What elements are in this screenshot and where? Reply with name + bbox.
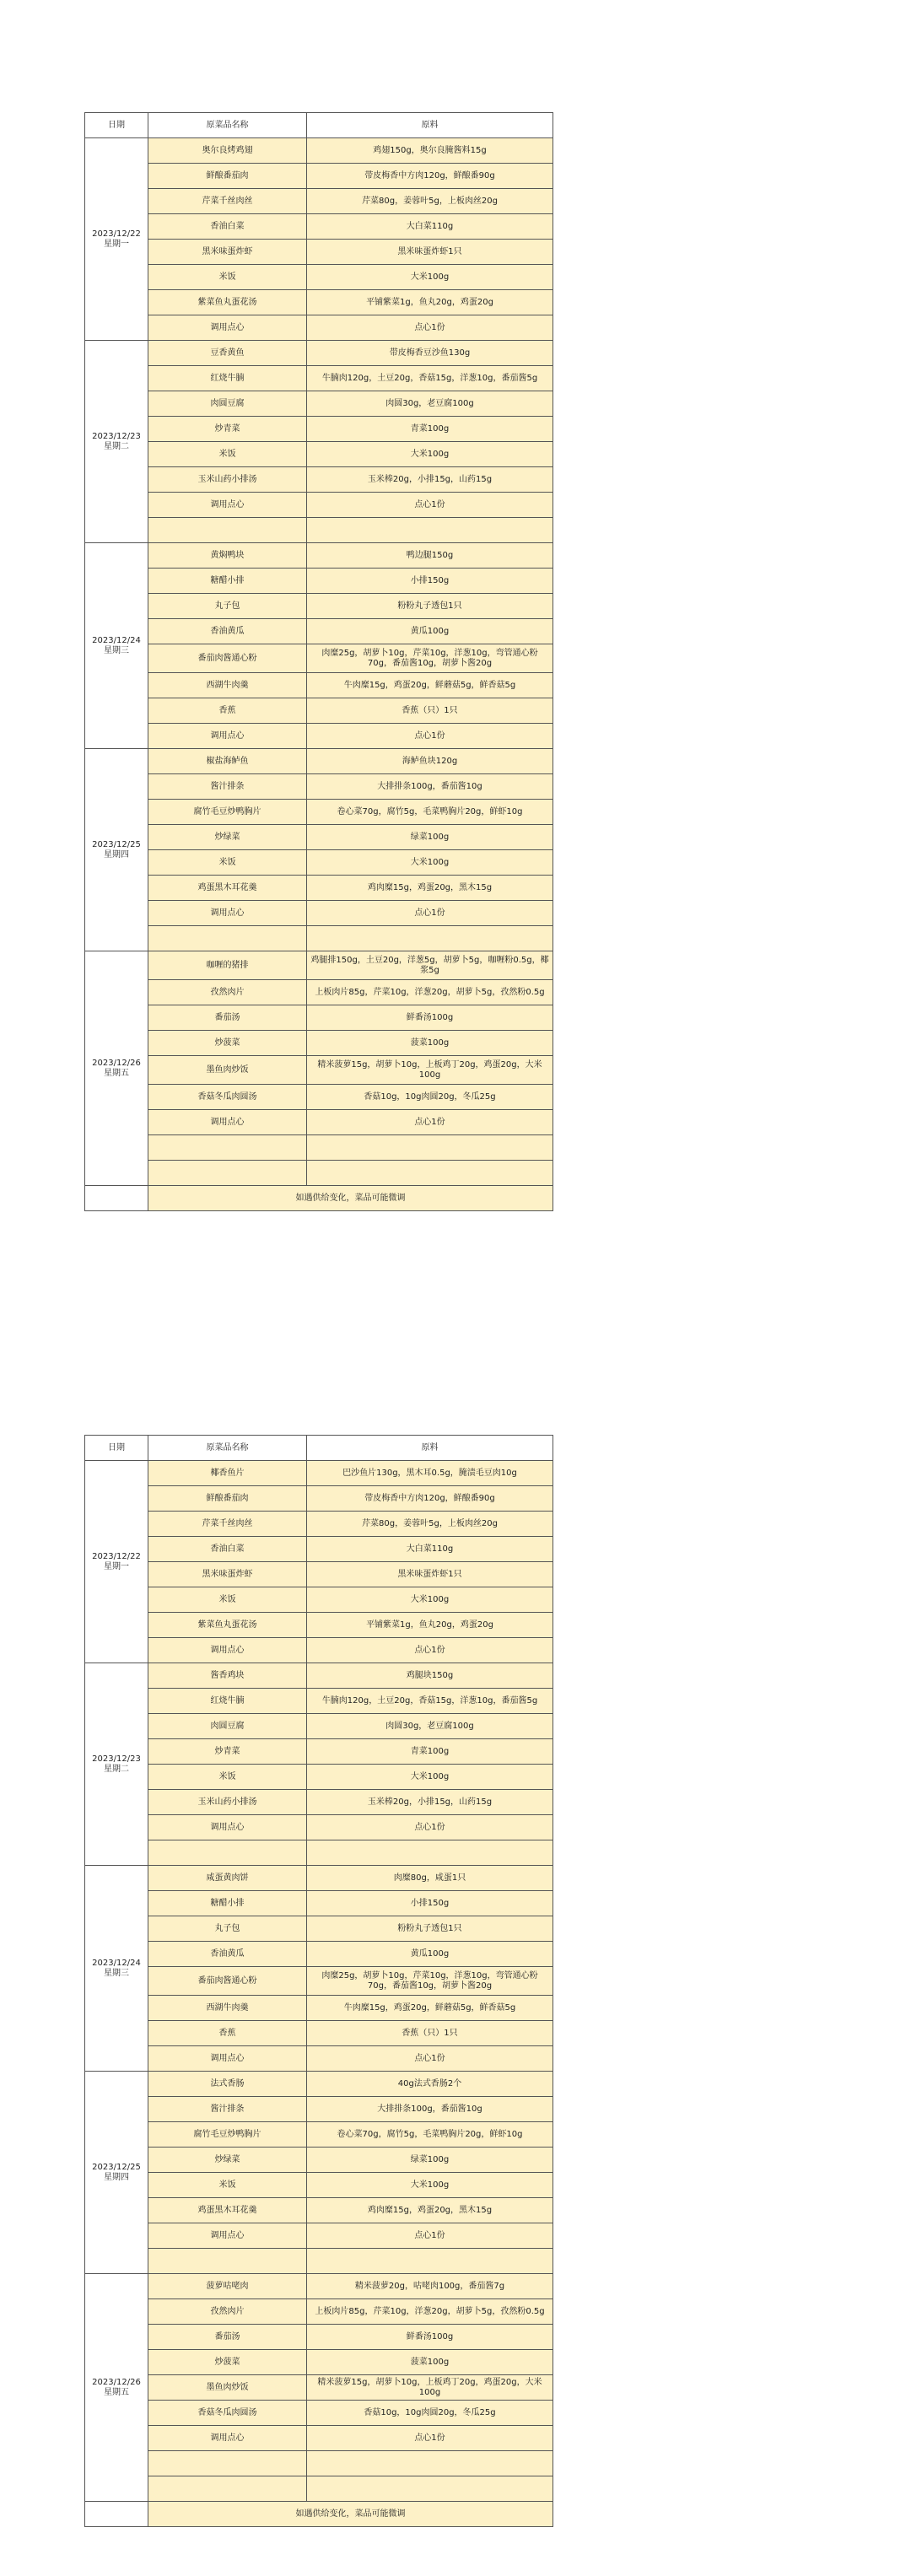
table-row bbox=[85, 2274, 553, 2299]
ingredients-cell: 香蕉（只）1只 bbox=[307, 2021, 553, 2046]
header-row bbox=[85, 1436, 553, 1461]
ingredients-cell: 点心1份 bbox=[307, 2223, 553, 2249]
table-row bbox=[85, 724, 553, 749]
footer-row bbox=[85, 1186, 553, 1211]
date-cell bbox=[85, 1866, 148, 2072]
table-row bbox=[85, 698, 553, 724]
table-row bbox=[85, 2249, 553, 2274]
dish-name-cell: 黑米味蛋炸虾 bbox=[148, 1562, 307, 1587]
ingredients-cell: 40g法式香肠2个 bbox=[307, 2072, 553, 2097]
weekday-text: 星期二 bbox=[104, 1764, 129, 1774]
ingredients-cell: 鸡腿排150g，土豆20g，洋葱5g，胡萝卜5g，咖喱粉0.5g，椰浆5g bbox=[307, 951, 553, 980]
ingredients-cell: 芹菜80g，姜蓉叶5g，上板肉丝20g bbox=[307, 189, 553, 214]
header-dish-name: 原菜品名称 bbox=[148, 1436, 307, 1461]
dish-name-cell: 红烧牛腩 bbox=[148, 1689, 307, 1714]
ingredients-cell: 鸡腿块150g bbox=[307, 1663, 553, 1689]
dish-name-cell: 糖醋小排 bbox=[148, 1891, 307, 1916]
dish-name-cell: 调用点心 bbox=[148, 315, 307, 341]
ingredients-cell bbox=[307, 1135, 553, 1161]
table-row bbox=[85, 214, 553, 240]
table-row bbox=[85, 1461, 553, 1486]
dish-name-cell: 酱汁排条 bbox=[148, 2097, 307, 2122]
weekday-text: 星期五 bbox=[104, 2387, 129, 2397]
table-row bbox=[85, 1967, 553, 1996]
ingredients-cell: 带皮梅香中方肉120g，鲜酿番90g bbox=[307, 1486, 553, 1512]
table-row bbox=[85, 2325, 553, 2350]
table-row bbox=[85, 2401, 553, 2426]
ingredients-cell bbox=[307, 1161, 553, 1186]
dish-name-cell: 炒青菜 bbox=[148, 1739, 307, 1765]
table-row bbox=[85, 1486, 553, 1512]
dish-name-cell bbox=[148, 2476, 307, 2502]
dish-name-cell: 调用点心 bbox=[148, 1815, 307, 1840]
ingredients-cell: 点心1份 bbox=[307, 315, 553, 341]
dish-name-cell bbox=[148, 926, 307, 951]
ingredients-cell: 大白菜110g bbox=[307, 214, 553, 240]
dish-name-cell: 鲜酿番茄肉 bbox=[148, 1486, 307, 1512]
ingredients-cell: 大米100g bbox=[307, 850, 553, 876]
ingredients-cell: 卷心菜70g，腐竹5g，毛菜鸭胸片20g，鲜虾10g bbox=[307, 2122, 553, 2148]
date-cell bbox=[85, 1461, 148, 1663]
dish-name-cell: 法式香肠 bbox=[148, 2072, 307, 2097]
date-cell bbox=[85, 1663, 148, 1866]
dish-name-cell: 孜然肉片 bbox=[148, 980, 307, 1005]
dish-name-cell: 芹菜千丝肉丝 bbox=[148, 1512, 307, 1537]
table-row bbox=[85, 1031, 553, 1056]
dish-name-cell: 肉圆豆腐 bbox=[148, 391, 307, 417]
ingredients-cell: 青菜100g bbox=[307, 417, 553, 442]
dish-name-cell bbox=[148, 518, 307, 543]
dish-name-cell: 红烧牛腩 bbox=[148, 366, 307, 391]
dish-name-cell: 玉米山药小排汤 bbox=[148, 467, 307, 493]
ingredients-cell: 精米菠萝20g，咕咾肉100g，番茄酱7g bbox=[307, 2274, 553, 2299]
weekday-text: 星期一 bbox=[104, 1561, 129, 1571]
ingredients-cell: 大白菜110g bbox=[307, 1537, 553, 1562]
dish-name-cell: 调用点心 bbox=[148, 2426, 307, 2451]
menu-table-2 bbox=[84, 1435, 553, 2527]
weekday-text: 星期四 bbox=[104, 2172, 129, 2182]
dish-name-cell: 调用点心 bbox=[148, 2223, 307, 2249]
dish-name-cell: 番茄汤 bbox=[148, 2325, 307, 2350]
dish-name-cell bbox=[148, 1135, 307, 1161]
header-row bbox=[85, 113, 553, 138]
dish-name-cell: 炒绿菜 bbox=[148, 2148, 307, 2173]
ingredients-cell: 鲜番汤100g bbox=[307, 2325, 553, 2350]
dish-name-cell: 香菇冬瓜肉圆汤 bbox=[148, 2401, 307, 2426]
table-row bbox=[85, 876, 553, 901]
dish-name-cell: 西湖牛肉羹 bbox=[148, 673, 307, 698]
ingredients-cell: 牛肉糜15g，鸡蛋20g，鲜蘑菇5g，鲜香菇5g bbox=[307, 1996, 553, 2021]
date-text: 2023/12/22 bbox=[92, 229, 141, 239]
header-date: 日期 bbox=[85, 1436, 148, 1461]
footer-empty-cell bbox=[85, 1186, 148, 1211]
dish-name-cell: 咖喱的猪排 bbox=[148, 951, 307, 980]
table-row bbox=[85, 417, 553, 442]
dish-name-cell bbox=[148, 1161, 307, 1186]
ingredients-cell: 玉米棒20g，小排15g，山药15g bbox=[307, 467, 553, 493]
date-text: 2023/12/24 bbox=[92, 635, 141, 645]
table-row bbox=[85, 1562, 553, 1587]
dish-name-cell: 米饭 bbox=[148, 2173, 307, 2198]
table-row bbox=[85, 901, 553, 926]
weekday-text: 星期三 bbox=[104, 1968, 129, 1978]
dish-name-cell: 腐竹毛豆炒鸭胸片 bbox=[148, 2122, 307, 2148]
ingredients-cell: 上板肉片85g，芹菜10g，洋葱20g，胡萝卜5g，孜然粉0.5g bbox=[307, 2299, 553, 2325]
table-row bbox=[85, 1512, 553, 1537]
ingredients-cell bbox=[307, 1840, 553, 1866]
table-row bbox=[85, 1135, 553, 1161]
weekday-text: 星期三 bbox=[104, 645, 129, 655]
ingredients-cell: 菠菜100g bbox=[307, 1031, 553, 1056]
dish-name-cell: 米饭 bbox=[148, 265, 307, 290]
date-text: 2023/12/22 bbox=[92, 1551, 141, 1561]
dish-name-cell: 番茄肉酱通心粉 bbox=[148, 644, 307, 673]
dish-name-cell: 紫菜鱼丸蛋花汤 bbox=[148, 290, 307, 315]
ingredients-cell: 芹菜80g，姜蓉叶5g，上板肉丝20g bbox=[307, 1512, 553, 1537]
header-ingredients: 原料 bbox=[307, 1436, 553, 1461]
table-row bbox=[85, 442, 553, 467]
dish-name-cell: 奥尔良烤鸡翅 bbox=[148, 138, 307, 164]
date-text: 2023/12/23 bbox=[92, 431, 141, 441]
ingredients-cell: 点心1份 bbox=[307, 2426, 553, 2451]
footer-row bbox=[85, 2502, 553, 2527]
dish-name-cell: 香菇冬瓜肉圆汤 bbox=[148, 1085, 307, 1110]
table-row bbox=[85, 467, 553, 493]
table-row bbox=[85, 1840, 553, 1866]
weekday-text: 星期五 bbox=[104, 1068, 129, 1078]
table-row bbox=[85, 774, 553, 800]
ingredients-cell: 粉粉丸子透包1只 bbox=[307, 594, 553, 619]
ingredients-cell: 大排排条100g，番茄酱10g bbox=[307, 2097, 553, 2122]
ingredients-cell bbox=[307, 518, 553, 543]
table-row bbox=[85, 1714, 553, 1739]
ingredients-cell: 香菇10g，10g肉圆20g，冬瓜25g bbox=[307, 1085, 553, 1110]
dish-name-cell: 调用点心 bbox=[148, 1638, 307, 1663]
dish-name-cell: 米饭 bbox=[148, 442, 307, 467]
ingredients-cell: 牛肉糜15g，鸡蛋20g，鲜蘑菇5g，鲜香菇5g bbox=[307, 673, 553, 698]
table-row bbox=[85, 1996, 553, 2021]
dish-name-cell: 调用点心 bbox=[148, 1110, 307, 1135]
ingredients-cell: 肉糜80g，咸蛋1只 bbox=[307, 1866, 553, 1891]
table-row bbox=[85, 189, 553, 214]
ingredients-cell: 上板肉片85g，芹菜10g，洋葱20g，胡萝卜5g，孜然粉0.5g bbox=[307, 980, 553, 1005]
dish-name-cell: 调用点心 bbox=[148, 2046, 307, 2072]
table-row bbox=[85, 2122, 553, 2148]
date-cell bbox=[85, 138, 148, 341]
table-row bbox=[85, 1537, 553, 1562]
date-cell bbox=[85, 749, 148, 951]
table-row bbox=[85, 850, 553, 876]
table-row bbox=[85, 1689, 553, 1714]
table-row bbox=[85, 1587, 553, 1613]
ingredients-cell: 肉圆30g，老豆腐100g bbox=[307, 1714, 553, 1739]
dish-name-cell: 米饭 bbox=[148, 1587, 307, 1613]
dish-name-cell: 鲜酿番茄肉 bbox=[148, 164, 307, 189]
table-row bbox=[85, 1790, 553, 1815]
ingredients-cell: 大米100g bbox=[307, 442, 553, 467]
ingredients-cell: 点心1份 bbox=[307, 901, 553, 926]
table-row bbox=[85, 315, 553, 341]
ingredients-cell: 点心1份 bbox=[307, 1110, 553, 1135]
ingredients-cell: 绿菜100g bbox=[307, 825, 553, 850]
dish-name-cell bbox=[148, 2249, 307, 2274]
dish-name-cell: 鸡蛋黑木耳花羹 bbox=[148, 876, 307, 901]
table-row bbox=[85, 2299, 553, 2325]
ingredients-cell: 带皮梅香中方肉120g，鲜酿番90g bbox=[307, 164, 553, 189]
ingredients-cell: 精米菠萝15g，胡萝卜10g，上板鸡丁20g，鸡蛋20g，大米100g bbox=[307, 1056, 553, 1085]
ingredients-cell: 大排排条100g，番茄酱10g bbox=[307, 774, 553, 800]
table-row bbox=[85, 619, 553, 644]
table-row bbox=[85, 673, 553, 698]
ingredients-cell: 黄瓜100g bbox=[307, 619, 553, 644]
ingredients-cell: 香菇10g，10g肉圆20g，冬瓜25g bbox=[307, 2401, 553, 2426]
ingredients-cell bbox=[307, 2476, 553, 2502]
ingredients-cell: 小排150g bbox=[307, 569, 553, 594]
dish-name-cell: 番茄汤 bbox=[148, 1005, 307, 1031]
table-row bbox=[85, 1056, 553, 1085]
ingredients-cell: 巴沙鱼片130g，黑木耳0.5g，腌渍毛豆肉10g bbox=[307, 1461, 553, 1486]
ingredients-cell: 牛腩肉120g，土豆20g，香菇15g，洋葱10g，番茄酱5g bbox=[307, 1689, 553, 1714]
ingredients-cell: 鸡肉糜15g，鸡蛋20g，黑木15g bbox=[307, 2198, 553, 2223]
dish-name-cell: 椒盐海鲈鱼 bbox=[148, 749, 307, 774]
ingredients-cell: 黄瓜100g bbox=[307, 1942, 553, 1967]
table-row bbox=[85, 290, 553, 315]
table-row bbox=[85, 1613, 553, 1638]
ingredients-cell: 平铺紫菜1g，鱼丸20g，鸡蛋20g bbox=[307, 1613, 553, 1638]
table-row bbox=[85, 569, 553, 594]
dish-name-cell: 香油黄瓜 bbox=[148, 619, 307, 644]
header-date: 日期 bbox=[85, 113, 148, 138]
table-row bbox=[85, 1916, 553, 1942]
table-row bbox=[85, 265, 553, 290]
table-row bbox=[85, 1866, 553, 1891]
date-cell bbox=[85, 543, 148, 749]
ingredients-cell: 大米100g bbox=[307, 265, 553, 290]
dish-name-cell: 炒绿菜 bbox=[148, 825, 307, 850]
dish-name-cell: 墨鱼肉炒饭 bbox=[148, 2375, 307, 2401]
ingredients-cell: 海鲈鱼块120g bbox=[307, 749, 553, 774]
table-row bbox=[85, 2198, 553, 2223]
ingredients-cell: 肉糜25g，胡萝卜10g，芹菜10g，洋葱10g，弯管通心粉70g，番茄酱10g，胡萝卜酱20g bbox=[307, 644, 553, 673]
header-dish-name: 原菜品名称 bbox=[148, 113, 307, 138]
table-row bbox=[85, 980, 553, 1005]
dish-name-cell: 咸蛋黄肉饼 bbox=[148, 1866, 307, 1891]
table-row bbox=[85, 2097, 553, 2122]
dish-name-cell: 米饭 bbox=[148, 1765, 307, 1790]
ingredients-cell: 小排150g bbox=[307, 1891, 553, 1916]
table-row bbox=[85, 951, 553, 980]
dish-name-cell: 炒菠菜 bbox=[148, 2350, 307, 2375]
ingredients-cell: 点心1份 bbox=[307, 493, 553, 518]
footer-empty-cell bbox=[85, 2502, 148, 2527]
dish-name-cell: 黄焖鸭块 bbox=[148, 543, 307, 569]
ingredients-cell: 点心1份 bbox=[307, 1815, 553, 1840]
table-row bbox=[85, 1765, 553, 1790]
dish-name-cell: 香蕉 bbox=[148, 2021, 307, 2046]
date-text: 2023/12/23 bbox=[92, 1754, 141, 1764]
table-row bbox=[85, 1663, 553, 1689]
dish-name-cell: 鸡蛋黑木耳花羹 bbox=[148, 2198, 307, 2223]
table-row bbox=[85, 1085, 553, 1110]
dish-name-cell: 酱香鸡块 bbox=[148, 1663, 307, 1689]
dish-name-cell: 调用点心 bbox=[148, 724, 307, 749]
dish-name-cell: 芹菜千丝肉丝 bbox=[148, 189, 307, 214]
menu-table-1 bbox=[84, 112, 553, 1211]
table-row bbox=[85, 543, 553, 569]
ingredients-cell: 黑米味蛋炸虾1只 bbox=[307, 1562, 553, 1587]
dish-name-cell bbox=[148, 1840, 307, 1866]
ingredients-cell: 香蕉（只）1只 bbox=[307, 698, 553, 724]
table-row bbox=[85, 825, 553, 850]
footer-note: 如遇供给变化，菜品可能微调 bbox=[148, 1186, 553, 1211]
table-row bbox=[85, 749, 553, 774]
table-row bbox=[85, 926, 553, 951]
ingredients-cell: 精米菠萝15g，胡萝卜10g，上板鸡丁20g，鸡蛋20g，大米100g bbox=[307, 2375, 553, 2401]
dish-name-cell: 紫菜鱼丸蛋花汤 bbox=[148, 1613, 307, 1638]
table-row bbox=[85, 2223, 553, 2249]
dish-name-cell: 香油黄瓜 bbox=[148, 1942, 307, 1967]
dish-name-cell: 香油白菜 bbox=[148, 1537, 307, 1562]
weekday-text: 星期二 bbox=[104, 441, 129, 451]
ingredients-cell: 粉粉丸子透包1只 bbox=[307, 1916, 553, 1942]
date-cell bbox=[85, 341, 148, 543]
ingredients-cell: 鸡肉糜15g，鸡蛋20g，黑木15g bbox=[307, 876, 553, 901]
footer-note: 如遇供给变化，菜品可能微调 bbox=[148, 2502, 553, 2527]
table-row bbox=[85, 1638, 553, 1663]
table-row bbox=[85, 2072, 553, 2097]
date-cell bbox=[85, 951, 148, 1186]
ingredients-cell bbox=[307, 2451, 553, 2476]
dish-name-cell: 黑米味蛋炸虾 bbox=[148, 240, 307, 265]
table-row bbox=[85, 391, 553, 417]
ingredients-cell: 牛腩肉120g，土豆20g，香菇15g，洋葱10g，番茄酱5g bbox=[307, 366, 553, 391]
table-row bbox=[85, 138, 553, 164]
table-row bbox=[85, 366, 553, 391]
ingredients-cell: 带皮梅香豆沙鱼130g bbox=[307, 341, 553, 366]
dish-name-cell: 酱汁排条 bbox=[148, 774, 307, 800]
table-row bbox=[85, 2426, 553, 2451]
header-ingredients: 原料 bbox=[307, 113, 553, 138]
ingredients-cell: 大米100g bbox=[307, 1587, 553, 1613]
date-text: 2023/12/26 bbox=[92, 2377, 141, 2387]
table-row bbox=[85, 800, 553, 825]
dish-name-cell bbox=[148, 2451, 307, 2476]
ingredients-cell: 大米100g bbox=[307, 2173, 553, 2198]
table-row bbox=[85, 240, 553, 265]
ingredients-cell: 点心1份 bbox=[307, 724, 553, 749]
date-text: 2023/12/24 bbox=[92, 1958, 141, 1968]
table-row bbox=[85, 341, 553, 366]
ingredients-cell: 卷心菜70g，腐竹5g，毛菜鸭胸片20g，鲜虾10g bbox=[307, 800, 553, 825]
ingredients-cell: 点心1份 bbox=[307, 1638, 553, 1663]
ingredients-cell: 肉圆30g，老豆腐100g bbox=[307, 391, 553, 417]
ingredients-cell: 黑米味蛋炸虾1只 bbox=[307, 240, 553, 265]
dish-name-cell: 椰香鱼片 bbox=[148, 1461, 307, 1486]
ingredients-cell: 大米100g bbox=[307, 1765, 553, 1790]
ingredients-cell: 青菜100g bbox=[307, 1739, 553, 1765]
table-row bbox=[85, 1942, 553, 1967]
dish-name-cell: 西湖牛肉羹 bbox=[148, 1996, 307, 2021]
table-row bbox=[85, 1161, 553, 1186]
table-row bbox=[85, 2173, 553, 2198]
dish-name-cell: 玉米山药小排汤 bbox=[148, 1790, 307, 1815]
dish-name-cell: 菠萝咕咾肉 bbox=[148, 2274, 307, 2299]
date-text: 2023/12/25 bbox=[92, 2162, 141, 2172]
table-row bbox=[85, 2046, 553, 2072]
ingredients-cell: 平铺紫菜1g，鱼丸20g，鸡蛋20g bbox=[307, 290, 553, 315]
dish-name-cell: 番茄肉酱通心粉 bbox=[148, 1967, 307, 1996]
ingredients-cell: 绿菜100g bbox=[307, 2148, 553, 2173]
dish-name-cell: 丸子包 bbox=[148, 594, 307, 619]
table-row bbox=[85, 2476, 553, 2502]
table-row bbox=[85, 164, 553, 189]
dish-name-cell: 丸子包 bbox=[148, 1916, 307, 1942]
dish-name-cell: 腐竹毛豆炒鸭胸片 bbox=[148, 800, 307, 825]
ingredients-cell: 鸡翅150g，奥尔良腌酱料15g bbox=[307, 138, 553, 164]
dish-name-cell: 香油白菜 bbox=[148, 214, 307, 240]
ingredients-cell: 鸭边腿150g bbox=[307, 543, 553, 569]
date-text: 2023/12/25 bbox=[92, 839, 141, 849]
ingredients-cell bbox=[307, 2249, 553, 2274]
table-row bbox=[85, 594, 553, 619]
ingredients-cell: 玉米棒20g，小排15g，山药15g bbox=[307, 1790, 553, 1815]
table-row bbox=[85, 1739, 553, 1765]
table-row bbox=[85, 493, 553, 518]
table-row bbox=[85, 644, 553, 673]
dish-name-cell: 调用点心 bbox=[148, 901, 307, 926]
table-row bbox=[85, 1815, 553, 1840]
dish-name-cell: 肉圆豆腐 bbox=[148, 1714, 307, 1739]
ingredients-cell: 鲜番汤100g bbox=[307, 1005, 553, 1031]
ingredients-cell: 点心1份 bbox=[307, 2046, 553, 2072]
dish-name-cell: 米饭 bbox=[148, 850, 307, 876]
table-row bbox=[85, 2021, 553, 2046]
dish-name-cell: 豆香黄鱼 bbox=[148, 341, 307, 366]
dish-name-cell: 香蕉 bbox=[148, 698, 307, 724]
dish-name-cell: 炒菠菜 bbox=[148, 1031, 307, 1056]
weekday-text: 星期四 bbox=[104, 849, 129, 860]
dish-name-cell: 孜然肉片 bbox=[148, 2299, 307, 2325]
table-row bbox=[85, 518, 553, 543]
ingredients-cell bbox=[307, 926, 553, 951]
dish-name-cell: 调用点心 bbox=[148, 493, 307, 518]
weekday-text: 星期一 bbox=[104, 239, 129, 249]
date-cell bbox=[85, 2274, 148, 2502]
table-row bbox=[85, 2375, 553, 2401]
date-text: 2023/12/26 bbox=[92, 1058, 141, 1068]
dish-name-cell: 糖醋小排 bbox=[148, 569, 307, 594]
table-row bbox=[85, 1110, 553, 1135]
date-cell bbox=[85, 2072, 148, 2274]
table-row bbox=[85, 2350, 553, 2375]
ingredients-cell: 菠菜100g bbox=[307, 2350, 553, 2375]
dish-name-cell: 墨鱼肉炒饭 bbox=[148, 1056, 307, 1085]
dish-name-cell: 炒青菜 bbox=[148, 417, 307, 442]
table-row bbox=[85, 1891, 553, 1916]
table-row bbox=[85, 2148, 553, 2173]
table-row bbox=[85, 2451, 553, 2476]
table-row bbox=[85, 1005, 553, 1031]
ingredients-cell: 肉糜25g，胡萝卜10g，芹菜10g，洋葱10g，弯管通心粉70g，番茄酱10g，胡萝卜酱20g bbox=[307, 1967, 553, 1996]
